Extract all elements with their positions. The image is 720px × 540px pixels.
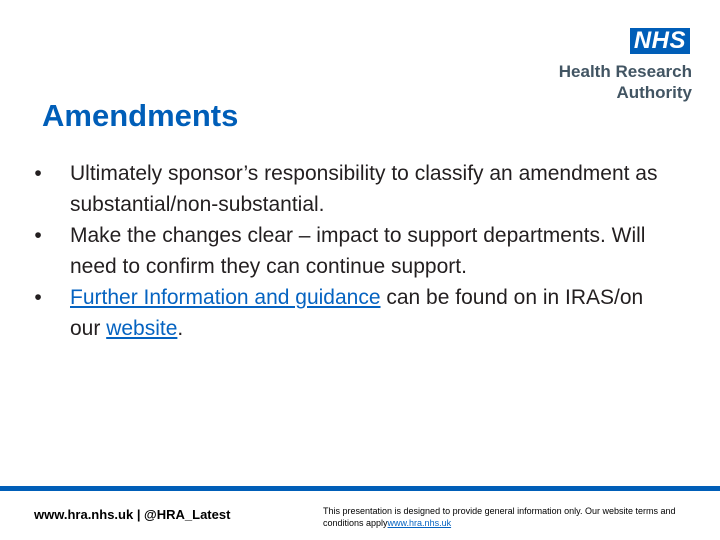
- bullet-text: Ultimately sponsor’s responsibility to classify an amendment as substantial/non-substantial.: [70, 162, 658, 216]
- footer-disclaimer-text: This presentation is designed to provide general information only. Our website terms and conditions apply: [323, 506, 676, 528]
- bullet-item-3: [28, 282, 668, 344]
- footer-divider-bar: [0, 486, 720, 491]
- logo-org-line-1: Health Research: [558, 62, 692, 81]
- bullet-marker: •: [34, 286, 42, 309]
- bullet-text: can be found on in IRAS/on our: [70, 286, 644, 340]
- bullet-item-2: [28, 220, 668, 282]
- bullet-text: Make the changes clear – impact to support departments. Will need to confirm they can continue support.: [70, 224, 646, 278]
- bullet-list: [28, 158, 668, 344]
- bullet-marker: •: [34, 162, 42, 185]
- bullet-text-end: .: [177, 317, 184, 340]
- logo-org-line-2: Authority: [616, 83, 692, 102]
- website-link[interactable]: website: [106, 317, 178, 340]
- footer-contact: www.hra.nhs.uk | @HRA_Latest: [34, 507, 231, 522]
- bullet-item-1: [28, 158, 668, 220]
- nhs-logo-badge: NHS: [630, 28, 690, 54]
- footer-disclaimer: [323, 505, 703, 529]
- further-information-link[interactable]: Further Information and guidance: [70, 286, 381, 309]
- bullet-marker: •: [34, 224, 42, 247]
- hra-logo: [547, 28, 692, 102]
- footer-website-link[interactable]: www.hra.nhs.uk: [387, 518, 452, 528]
- slide-title: Amendments: [42, 98, 239, 133]
